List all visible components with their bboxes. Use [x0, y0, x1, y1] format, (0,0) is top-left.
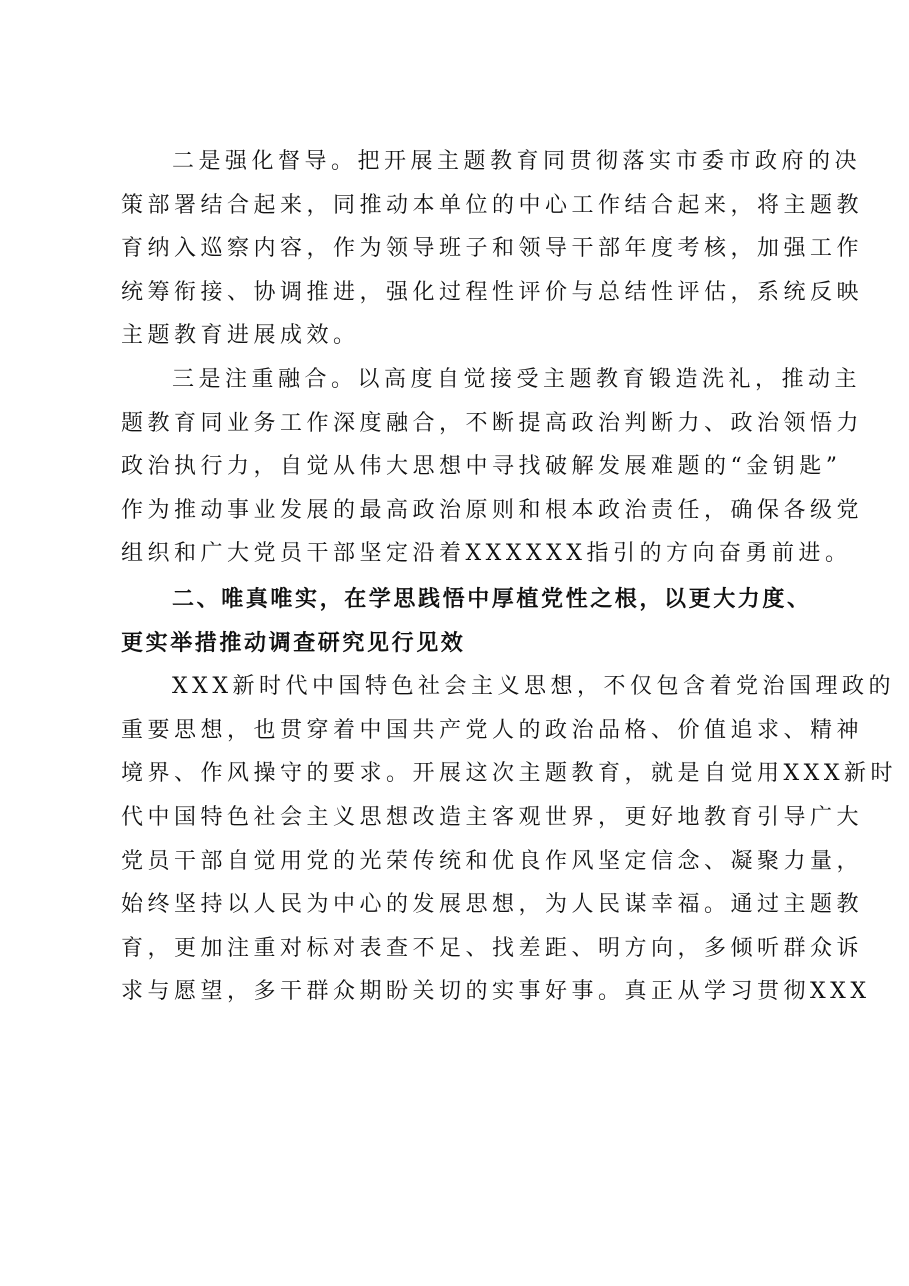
text-line: 组织和广大党员干部坚定沿着XXXXXX指引的方向奋勇前进。 [121, 541, 852, 567]
text-line: 主题教育进展成效。 [121, 323, 360, 349]
heading-line: 更实举措推动调查研究见行见效 [121, 630, 466, 656]
text-line: 境界、作风操守的要求。开展这次主题教育，就是自觉用XXX新时 [121, 761, 897, 787]
section-heading [121, 578, 812, 665]
text-line: 代中国特色社会主义思想改造主客观世界，更好地教育引导广大 [121, 804, 864, 830]
text-line: 政治执行力，自觉从伟大思想中寻找破解发展难题的“金钥匙” [121, 454, 842, 480]
text-line: 三是注重融合。以高度自觉接受主题教育锻造洗礼，推动主 [172, 366, 862, 392]
text-line: 题教育同业务工作深度融合，不断提高政治判断力、政治领悟力 [121, 410, 864, 436]
paragraph-strengthen-supervision [121, 140, 864, 358]
text-line: 作为推动事业发展的最高政治原则和根本政治责任，确保各级党 [121, 497, 864, 523]
text-line: 党员干部自觉用党的光荣传统和优良作风坚定信念、凝聚力量， [121, 848, 864, 874]
text-line: XXX新时代中国特色社会主义思想，不仅包含着党治国理政的 [172, 674, 895, 700]
paragraph-thought-study [121, 665, 897, 1014]
text-line: 育，更加注重对标对表查不足、找差距、明方向，多倾听群众诉 [121, 935, 864, 961]
heading-line: 二、唯真唯实，在学思践悟中厚植党性之根，以更大力度、 [172, 586, 812, 612]
text-line: 育纳入巡察内容，作为领导班子和领导干部年度考核，加强工作 [121, 236, 864, 262]
paragraph-focus-integration [121, 358, 864, 576]
text-line: 策部署结合起来，同推动本单位的中心工作结合起来，将主题教 [121, 192, 864, 218]
text-line: 求与愿望，多干群众期盼关切的实事好事。真正从学习贯彻XXX [121, 979, 871, 1005]
text-line: 二是强化督导。把开展主题教育同贯彻落实市委市政府的决 [172, 149, 862, 174]
text-line: 统筹衔接、协调推进，强化过程性评价与总结性评估，系统反映 [121, 279, 864, 305]
document-body [121, 140, 897, 1014]
text-line: 始终坚持以人民为中心的发展思想，为人民谋幸福。通过主题教 [121, 892, 864, 918]
text-line: 重要思想，也贯穿着中国共产党人的政治品格、价值追求、精神 [121, 717, 864, 743]
